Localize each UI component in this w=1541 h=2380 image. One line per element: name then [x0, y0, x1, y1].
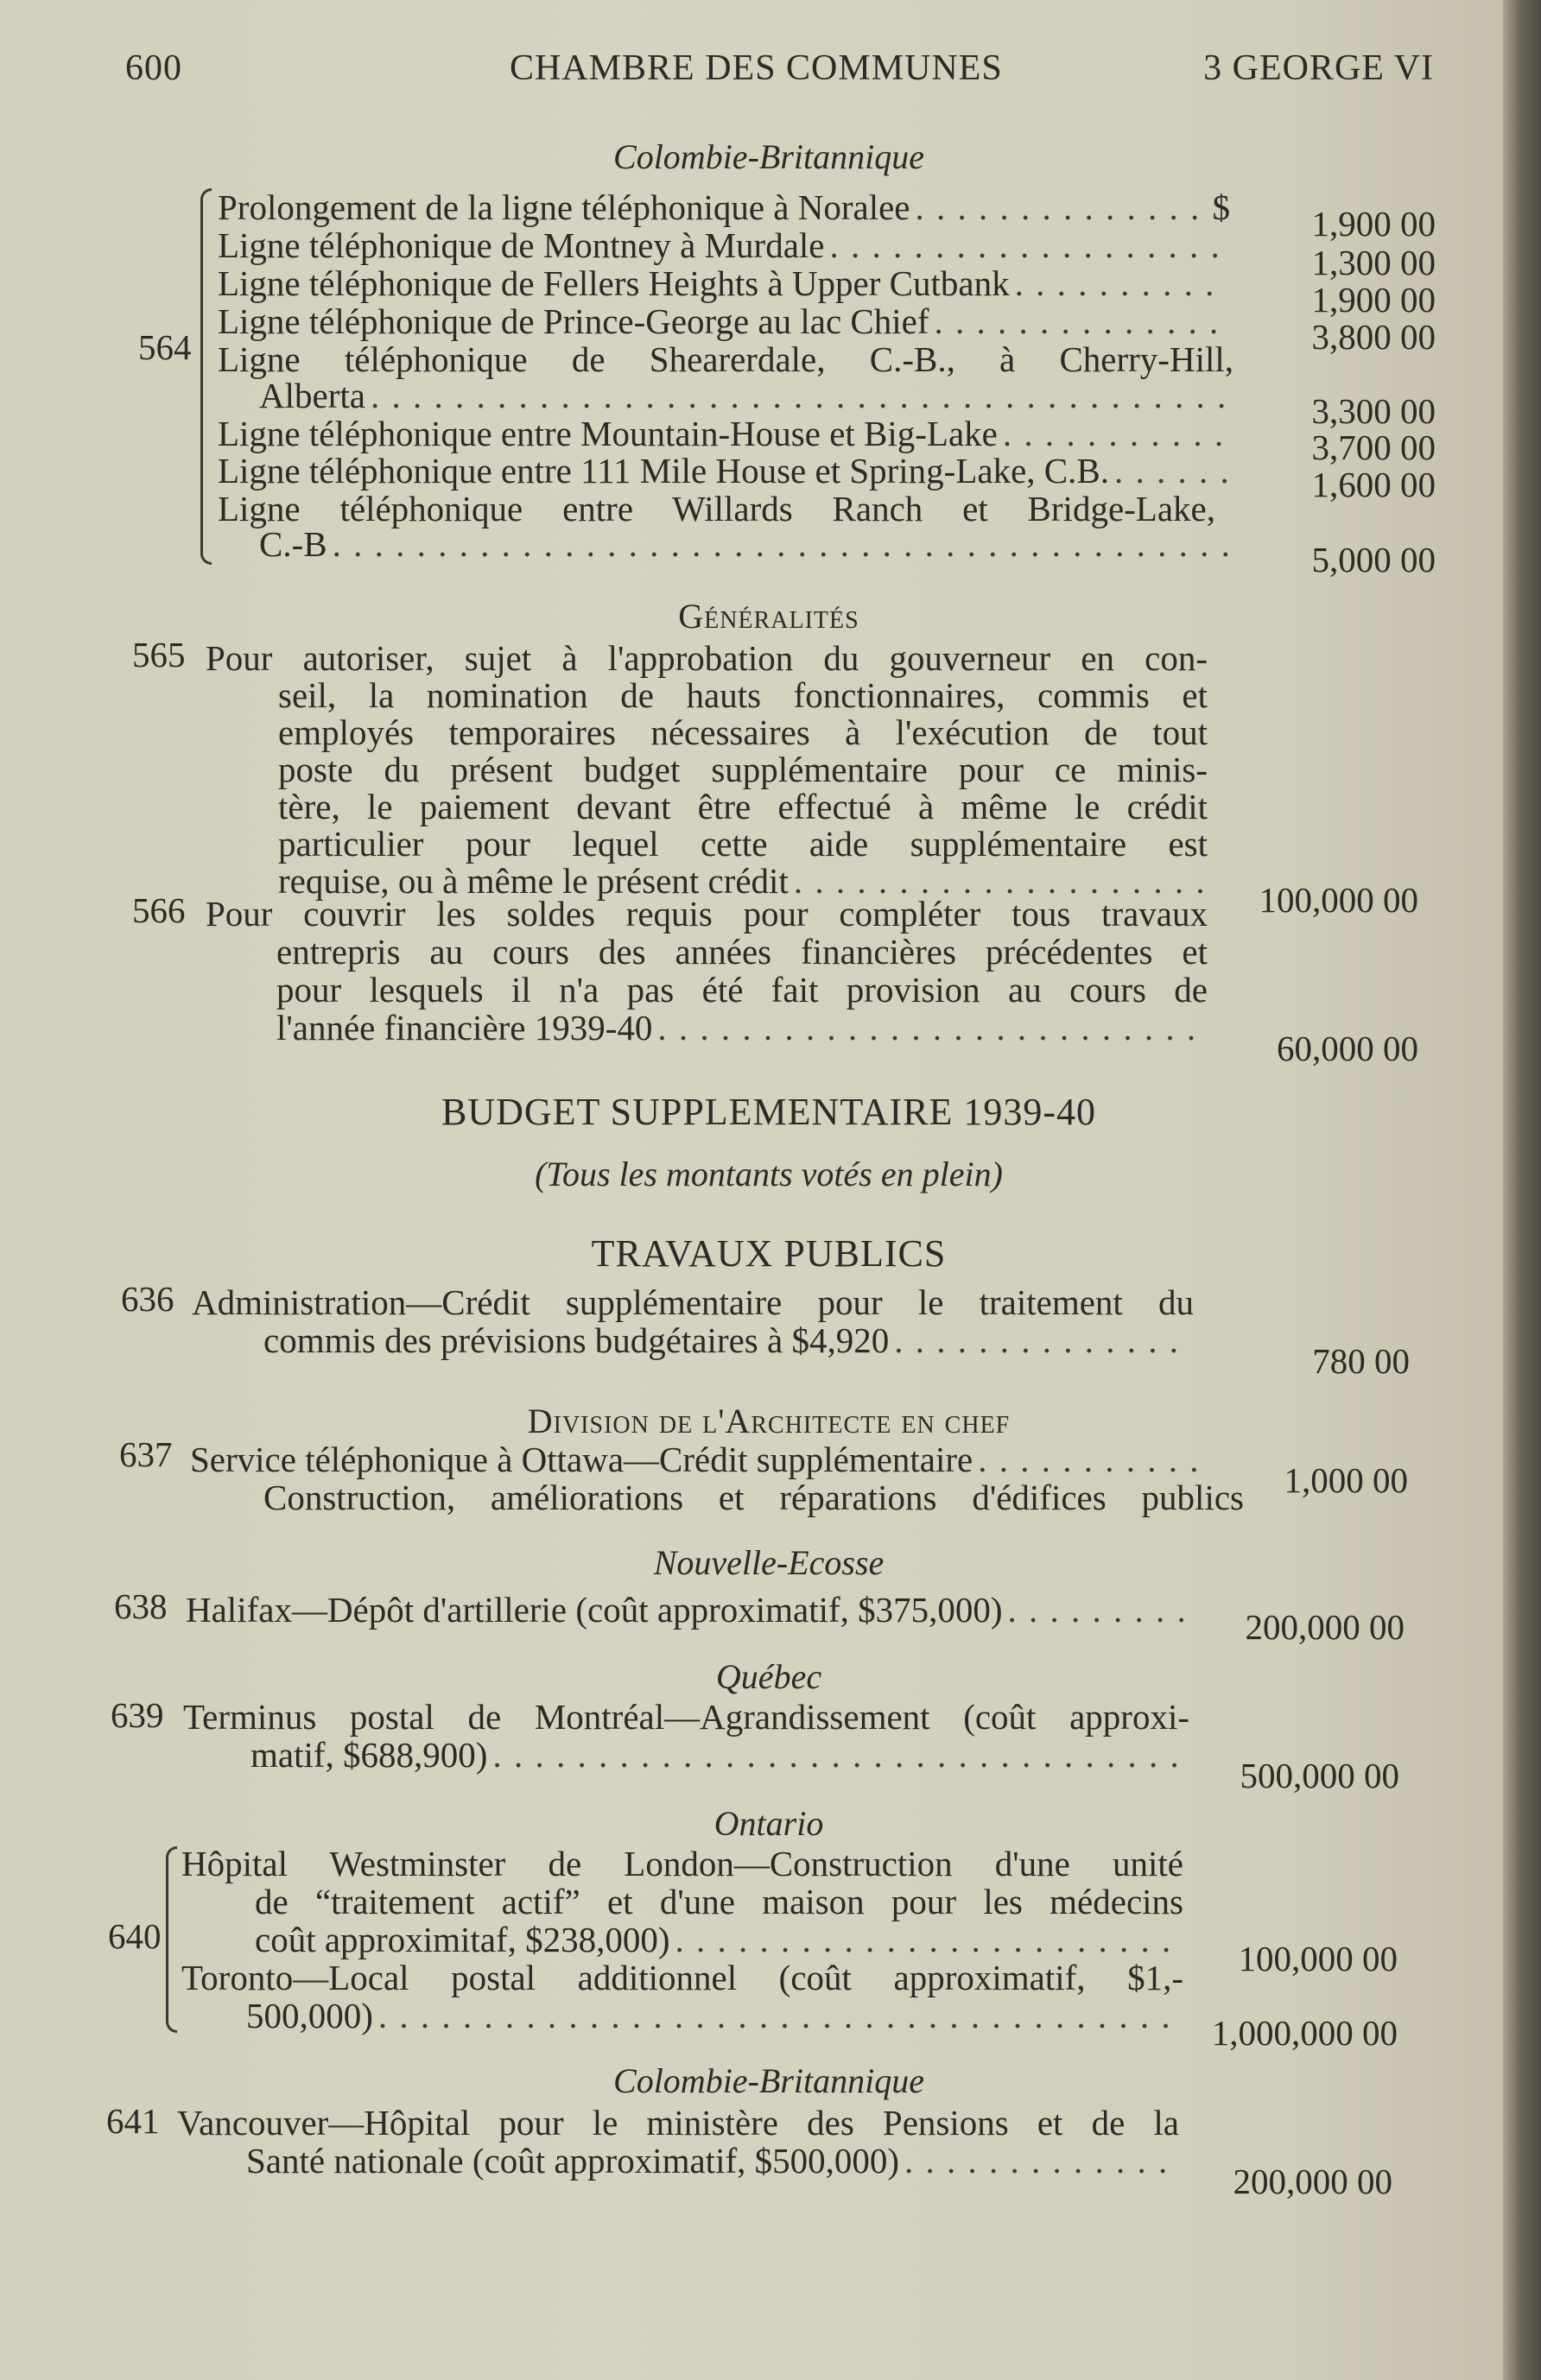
amount: 500,000 00 — [1240, 1756, 1399, 1795]
amount: 5,000 00 — [1311, 540, 1436, 579]
page-number: 600 — [125, 48, 182, 88]
vote-text-last: requise, ou à même le présent crédit . . . — [278, 862, 1208, 900]
vote-number: 564 — [138, 327, 192, 367]
vote-text-line: Construction, améliorations et réparations d'édifices publics — [263, 1478, 1244, 1517]
vote-number: 641 — [106, 2101, 160, 2141]
section-heading-colombie-britannique: Colombie-Britannique — [613, 137, 924, 176]
vote-text-line: Halifax—Dépôt d'artillerie (coût approximatif, $375,000) . . . — [186, 1591, 1205, 1629]
section-heading-colombie-britannique-2: Colombie-Britannique — [613, 2061, 924, 2100]
budget-subtitle: (Tous les montants votés en plein) — [535, 1155, 1003, 1193]
line-item: C.-B . . . — [259, 525, 1233, 563]
line-item: Ligne téléphonique de Montney à Murdale . . . — [218, 226, 1233, 264]
vote-text-line: entrepris au cours des années financières précédentes et — [276, 932, 1208, 972]
division-heading: Division de l'Architecte en chef — [527, 1402, 1011, 1440]
vote-text-last: Santé nationale (coût approximatif, $500,000) . . . — [246, 2142, 1183, 2180]
amount: 200,000 00 — [1233, 2162, 1392, 2201]
amount: 1,600 00 — [1311, 465, 1436, 504]
line-item-text: Ligne téléphonique de Shearerdale, C.-B., à Cherry-Hill, — [218, 339, 1233, 379]
vote-number: 565 — [132, 635, 186, 674]
vote-text-line: Pour autoriser, sujet à l'approbation du gouverneur en con- — [206, 638, 1208, 678]
running-title: CHAMBRE DES COMMUNES — [510, 48, 1003, 88]
page-binding-edge — [1503, 0, 1541, 2380]
section-heading-nouvelle-ecosse: Nouvelle-Ecosse — [653, 1543, 885, 1582]
vote-text-last: 500,000) . . . — [246, 1997, 1179, 2035]
line-item: Ligne téléphonique entre 111 Mile House et Spring-Lake, C.B. . . . — [218, 452, 1233, 490]
vote-text-line: tère, le paiement devant être effectué à même le crédit — [278, 787, 1208, 826]
vote-text-line: de “traitement actif” et d'une maison pour les médecins — [255, 1882, 1183, 1921]
line-item: Prolongement de la ligne téléphonique à Noralee . . . $ — [218, 188, 1233, 226]
vote-number: 639 — [111, 1695, 164, 1735]
amount: 60,000 00 — [1277, 1029, 1418, 1068]
amount: 100,000 00 — [1238, 1939, 1398, 1978]
section-heading-ontario: Ontario — [713, 1804, 824, 1843]
vote-text-line: Vancouver—Hôpital pour le ministère des Pensions et de la — [177, 2103, 1179, 2143]
amount: 100,000 00 — [1259, 880, 1418, 920]
amount: 1,300 00 — [1311, 243, 1436, 282]
vote-text-line: Terminus postal de Montréal—Agrandissement (coût approxi- — [183, 1697, 1189, 1737]
vote-text-last: matif, $688,900) . . . — [250, 1736, 1192, 1774]
amount: 3,300 00 — [1311, 391, 1436, 431]
vote-text-line: employés temporaires nécessaires à l'exécution de tout — [278, 712, 1208, 752]
amount: 1,000,000 00 — [1211, 2013, 1398, 2053]
section-heading-generalites: Généralités — [678, 597, 859, 636]
left-brace — [200, 188, 212, 565]
vote-text-last: l'année financière 1939-40 . . . — [276, 1009, 1208, 1047]
vote-text-line: Toronto—Local postal additionnel (coût approximatif, $1,- — [181, 1958, 1183, 1997]
amount: 200,000 00 — [1245, 1607, 1405, 1647]
vote-text-line: Service téléphonique à Ottawa—Crédit supplémentaire . . . — [190, 1440, 1209, 1478]
vote-text-line: pour lesquels il n'a pas été fait provision au cours de — [276, 970, 1208, 1010]
vote-text-last: commis des prévisions budgétaires à $4,920 . . . — [263, 1321, 1196, 1359]
line-item-text: Ligne téléphonique entre Willards Ranch et Bridge-Lake, — [218, 489, 1215, 529]
left-brace — [166, 1846, 177, 2033]
vote-number: 636 — [121, 1279, 174, 1319]
section-heading-quebec: Québec — [715, 1657, 822, 1696]
line-item: Alberta . . . — [259, 377, 1233, 415]
line-item: Ligne téléphonique de Prince-George au lac Chief . . . — [218, 302, 1233, 340]
amount: 1,900 00 — [1311, 280, 1436, 320]
vote-text-last: coût approximitaf, $238,000) . . . — [255, 1921, 1188, 1959]
vote-number: 640 — [108, 1916, 162, 1956]
vote-text-line: Administration—Crédit supplémentaire pour le traitement du — [192, 1282, 1194, 1322]
amount: 3,800 00 — [1311, 317, 1436, 357]
vote-number: 637 — [119, 1434, 173, 1474]
vote-number: 638 — [114, 1586, 168, 1626]
amount: 1,900 00 — [1311, 204, 1436, 244]
department-heading: TRAVAUX PUBLICS — [591, 1232, 947, 1275]
reign-label: 3 GEORGE VI — [1203, 48, 1434, 88]
vote-text-line: seil, la nomination de hauts fonctionnaires, commis et — [278, 675, 1208, 715]
vote-text-line: particulier pour lequel cette aide supplémentaire est — [278, 824, 1208, 864]
line-item: Ligne téléphonique entre Mountain-House et Big-Lake . . . — [218, 415, 1233, 453]
amount: 780 00 — [1312, 1341, 1410, 1381]
vote-text-line: Pour couvrir les soldes requis pour compléter tous travaux — [206, 894, 1208, 934]
amount: 3,700 00 — [1311, 427, 1436, 467]
vote-text-line: poste du présent budget supplémentaire pour ce minis- — [278, 750, 1208, 789]
amount: 1,000 00 — [1284, 1460, 1408, 1500]
vote-text-line: Hôpital Westminster de London—Construction d'une unité — [181, 1844, 1183, 1883]
line-item: Ligne téléphonique de Fellers Heights à Upper Cutbank . . . — [218, 264, 1233, 302]
page-header — [125, 47, 1434, 99]
budget-title: BUDGET SUPPLEMENTAIRE 1939-40 — [441, 1091, 1096, 1133]
vote-number: 566 — [132, 890, 186, 930]
